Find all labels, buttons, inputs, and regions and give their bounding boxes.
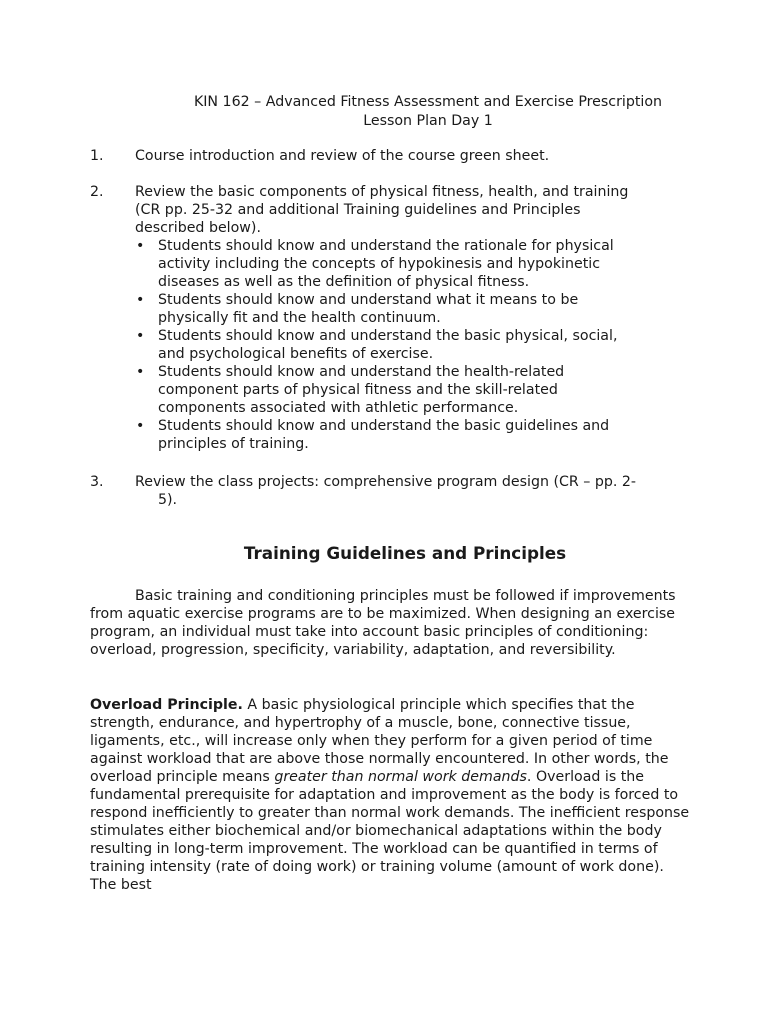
lesson-plan-title: Lesson Plan Day 1 — [363, 112, 493, 129]
overload-paragraph — [90, 696, 690, 894]
intro-paragraph: Basic training and conditioning principles must be followed if improvements from aquatic exercise programs are to be maximized. When designing an exercise program, an individual must take into account basic principles of conditioning: overload, progression, specificity, variability, adaptation, and reversibility. — [90, 588, 676, 658]
bullet-text: Students should know and understand the basic physical, social, and psychological benefits of exercise. — [158, 328, 618, 362]
list-item-3 — [90, 473, 680, 509]
item-text-line-1: Review the class projects: comprehensive program design (CR – pp. 2- — [135, 474, 637, 490]
list-item-1 — [90, 147, 680, 165]
item-text-line-2: 5). — [158, 492, 178, 508]
list-item — [135, 417, 635, 453]
section-title: Training Guidelines and Principles — [243, 543, 567, 563]
bullet-text: Students should know and understand the health-related component parts of physical fitness and the skill-related components associated with athletic performance. — [158, 364, 565, 416]
overload-heading: Overload Principle. — [90, 697, 243, 713]
bullet-icon: • — [136, 328, 145, 344]
bullet-icon: • — [136, 418, 145, 434]
bullet-icon: • — [136, 292, 145, 308]
item-number: 2. — [90, 184, 104, 200]
list-item — [135, 291, 635, 327]
bullet-text: Students should know and understand what it means to be physically fit and the health continuum. — [158, 292, 579, 326]
item-number: 3. — [90, 474, 104, 490]
bullet-text: Students should know and understand the basic guidelines and principles of training. — [158, 418, 610, 452]
bullet-text: Students should know and understand the rationale for physical activity including the concepts of hypokinesis and hypokinetic diseases as well as the definition of physical fitness. — [158, 238, 614, 290]
bullet-icon: • — [136, 364, 145, 380]
course-title: KIN 162 – Advanced Fitness Assessment and Exercise Prescription — [193, 94, 663, 110]
item-text: Course introduction and review of the course green sheet. — [135, 148, 550, 164]
overload-text-a: A basic physiological principle which specifies that the strength, endurance, and hypertrophy of a muscle, bone, connective tissue, ligaments, etc., will increase only when they perform for a given period of time against workload that are above those normally encountered. In other words, the overload principle means — [90, 697, 669, 785]
item-text: Review the basic components of physical fitness, health, and training (CR pp. 25-32 and additional Training guidelines and Principles described below). — [135, 184, 629, 236]
item-number: 1. — [90, 148, 104, 164]
overload-italic-phrase: greater than normal work demands — [274, 769, 527, 785]
document-header — [90, 93, 766, 130]
overload-text-b: . Overload is the fundamental prerequisite for adaptation and improvement as the body is forced to respond inefficiently to greater than normal work demands. The inefficient response stimulates either biochemical and/or biomechanical adaptations within the body resulting in long-term improvement. The workload can be quantified in terms of training intensity (rate of doing work) or training volume (amount of work done). The best — [90, 769, 690, 893]
bullet-icon: • — [136, 238, 145, 254]
bullet-list — [135, 237, 635, 453]
list-item — [135, 363, 635, 417]
list-item — [135, 237, 635, 291]
list-item — [135, 327, 635, 363]
list-item-2 — [90, 183, 635, 453]
